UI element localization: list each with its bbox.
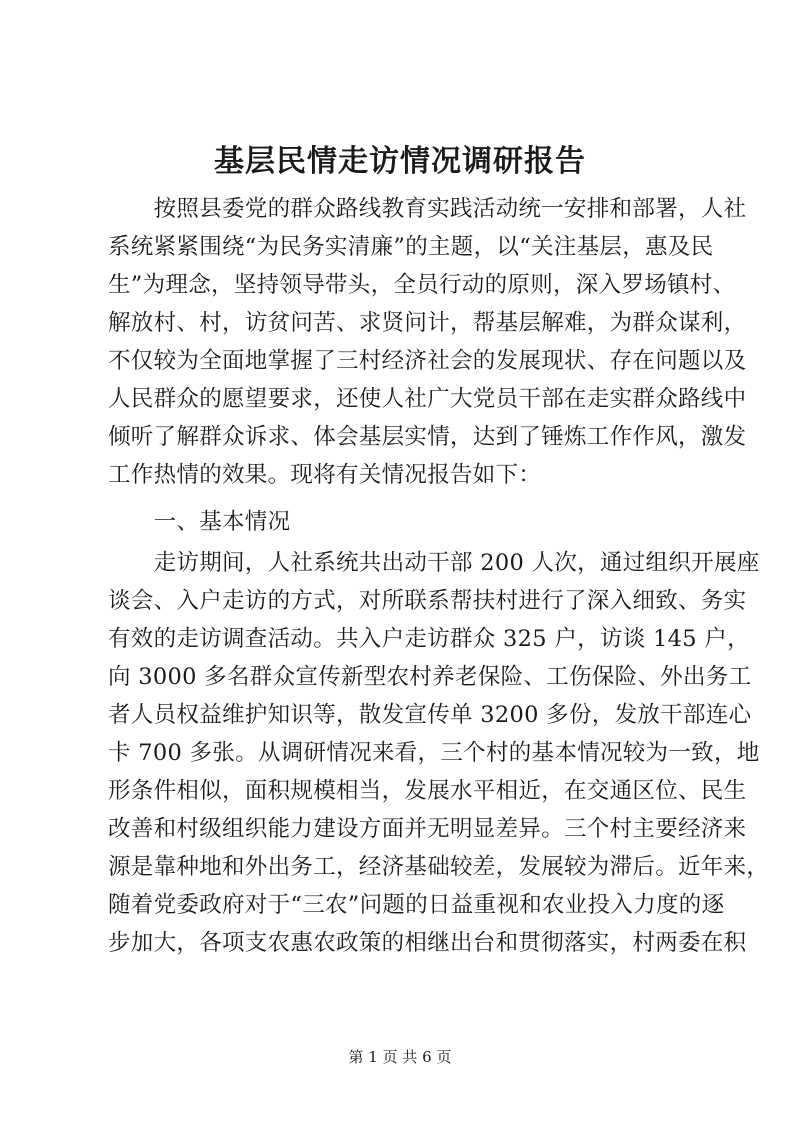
body-line: 改善和村级组织能力建设方面并无明显差异。三个村主要经济来 [108, 816, 747, 842]
body-line: 卡 700 多张。从调研情况来看，三个村的基本情况较为一致，地 [108, 740, 760, 766]
body-line: 者人员权益维护知识等，散发宣传单 3200 多份，发放干部连心 [108, 702, 752, 728]
body-line: 不仅较为全面地掌握了三村经济社会的发展现状、存在问题以及 [108, 348, 747, 374]
body-line: 工作热情的效果。现将有关情况报告如下： [108, 462, 542, 488]
body-line: 随着党委政府对于“三农”问题的日益重视和农业投入力度的逐 [108, 892, 725, 918]
body-line: 解放村、村，访贫问苦、求贤问计，帮基层解难，为群众谋利， [108, 310, 747, 336]
body-line: 有效的走访调查活动。共入户走访群众 325 户，访谈 145 户， [108, 626, 750, 652]
body-line: 走访期间，人社系统共出动干部 200 人次，通过组织开展座 [108, 550, 760, 576]
body-line: 向 3000 多名群众宣传新型农村养老保险、工伤保险、外出务工 [108, 664, 752, 690]
body-line: 系统紧紧围绕“为民务实清廉”的主题，以“关注基层，惠及民 [108, 234, 714, 260]
body-line: 谈会、入户走访的方式，对所联系帮扶村进行了深入细致、务实 [108, 588, 747, 614]
body-line: 形条件相似，面积规模相当，发展水平相近，在交通区位、民生 [108, 778, 747, 804]
body-line: 源是靠种地和外出务工，经济基础较差，发展较为滞后。近年来， [108, 854, 770, 880]
body-line: 人民群众的愿望要求，还使人社广大党员干部在走实群众路线中 [108, 386, 747, 412]
section-heading: 一、基本情况 [108, 509, 291, 535]
document-title: 基层民情走访情况调研报告 [214, 144, 586, 179]
body-line: 按照县委党的群众路线教育实践活动统一安排和部署，人社 [108, 196, 747, 222]
body-line: 生”为理念，坚持领导带头，全员行动的原则，深入罗场镇村、 [108, 272, 736, 298]
page-footer: 第 1 页 共 6 页 [348, 1048, 452, 1066]
body-line: 步加大，各项支农惠农政策的相继出台和贯彻落实，村两委在积 [108, 930, 747, 956]
body-line: 倾听了解群众诉求、体会基层实情，达到了锤炼工作作风，激发 [108, 424, 747, 450]
